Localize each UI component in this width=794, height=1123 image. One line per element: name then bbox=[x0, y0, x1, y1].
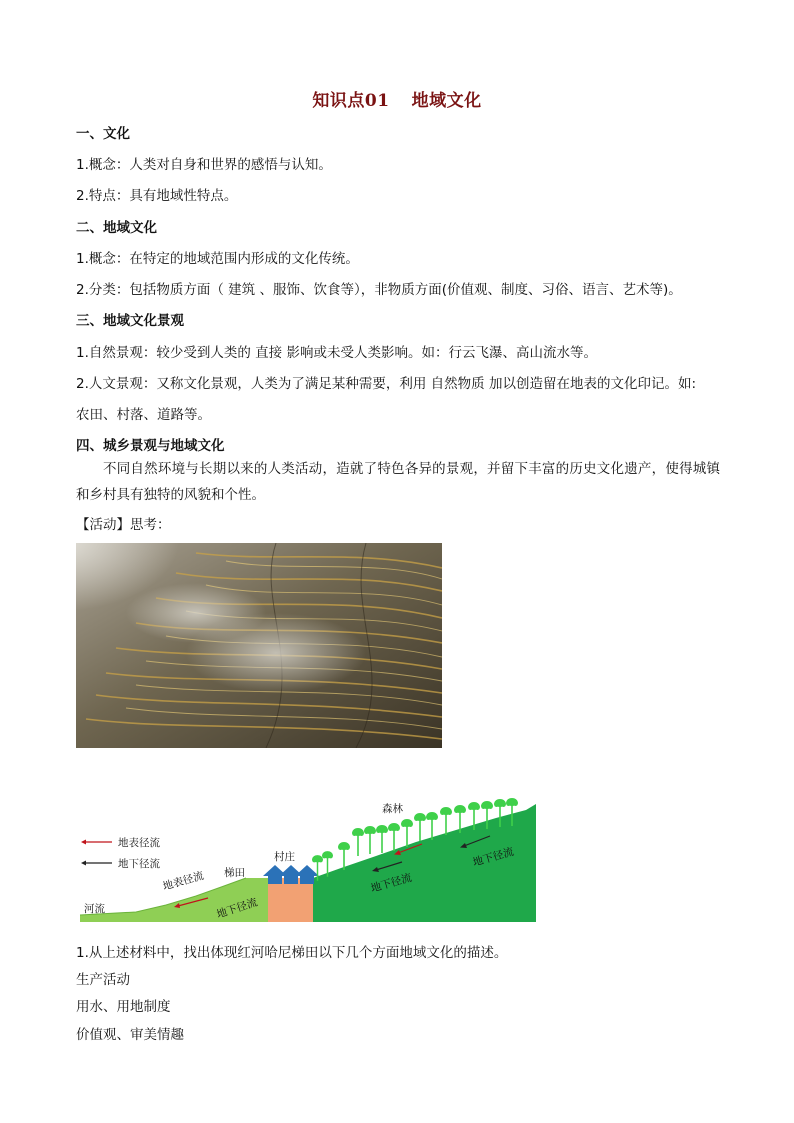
surface-runoff-label: 地表径流 bbox=[161, 869, 206, 893]
village-label: 村庄 bbox=[274, 851, 295, 863]
cultural-landscape-line1: 2.人文景观：又称文化景观，人类为了满足某种需要，利用 自然物质 加以创造留在地表的文化印记。如: bbox=[76, 376, 697, 392]
section-heading-urban-rural: 四、城乡景观与地域文化 bbox=[76, 438, 225, 454]
village-block bbox=[268, 878, 313, 922]
terraces-photo bbox=[76, 543, 442, 748]
regional-culture-classification: 2.分类：包括物质方面（ 建筑 、服饰、饮食等），非物质方面(价值观、制度、习俗、语言、艺术等)。 bbox=[76, 282, 682, 298]
underground-runoff-upper-label: 地下径流 bbox=[471, 845, 516, 869]
urban-rural-paragraph: 不同自然环境与长期以来的人类活动，造就了特色各异的景观，并留下丰富的历史文化遗产，使得城镇和乡村具有独特的风貌和个性。 bbox=[76, 461, 720, 503]
title-part-2: 地域文化 bbox=[411, 91, 482, 111]
section-heading-culture: 一、文化 bbox=[76, 126, 130, 142]
section-heading-landscape: 三、地域文化景观 bbox=[76, 313, 184, 329]
river-label: 河流 bbox=[84, 903, 105, 915]
forest-label: 森林 bbox=[382, 803, 403, 815]
legend-underground-label: 地下径流 bbox=[118, 858, 160, 870]
legend-underground-arrow bbox=[81, 861, 112, 866]
regional-culture-concept: 1.概念：在特定的地域范围内形成的文化传统。 bbox=[76, 251, 359, 267]
natural-landscape: 1.自然景观：较少受到人类的 直接 影响或未受人类影响。如：行云飞瀑、高山流水等。 bbox=[76, 345, 597, 361]
culture-feature: 2.特点：具有地域性特点。 bbox=[76, 188, 238, 204]
runoff-diagram bbox=[76, 796, 540, 928]
underground-runoff-terraces-label: 地下径流 bbox=[215, 896, 259, 921]
question-1: 1.从上述材料中，找出体现红河哈尼梯田以下几个方面地域文化的描述。 bbox=[76, 945, 508, 961]
culture-concept: 1.概念：人类对自身和世界的感悟与认知。 bbox=[76, 157, 332, 173]
answer-item-values: 价值观、审美情趣 bbox=[76, 1027, 184, 1043]
answer-item-production: 生产活动 bbox=[76, 972, 130, 988]
cultural-landscape-line2: 农田、村落、道路等。 bbox=[76, 407, 211, 423]
legend-surface-label: 地表径流 bbox=[118, 837, 160, 849]
houses-icon bbox=[263, 865, 319, 884]
terraces-label: 梯田 bbox=[224, 867, 245, 879]
forest-slope bbox=[313, 804, 536, 922]
legend-surface-arrow bbox=[81, 840, 112, 845]
page-title bbox=[0, 86, 794, 111]
activity-label: 【活动】思考： bbox=[76, 517, 171, 533]
section-heading-regional-culture: 二、地域文化 bbox=[76, 220, 157, 236]
title-part-1: 知识点01 bbox=[312, 91, 390, 111]
answer-item-water-land: 用水、用地制度 bbox=[76, 999, 171, 1015]
underground-runoff-forest-label: 地下径流 bbox=[369, 871, 414, 895]
